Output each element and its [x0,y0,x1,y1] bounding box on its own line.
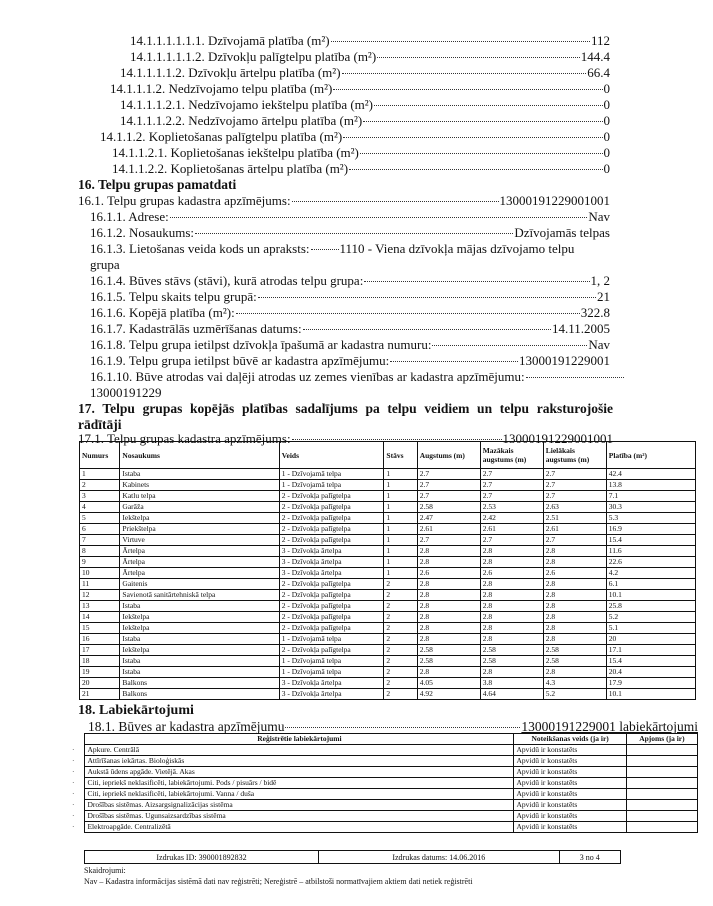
table-cell: 2 - Dzīvokļa palīgtelpa [279,491,384,502]
table-cell: 2.51 [543,513,606,524]
table-cell: 4 [80,502,120,513]
table-cell: 10.1 [606,689,695,700]
table-cell: Apvidū ir konstatēts [514,822,626,833]
table-cell: Iekštelpa [120,645,279,656]
table-cell: 5 [80,513,120,524]
info-line-continuation: grupa [90,257,120,272]
table-cell: 4.05 [417,678,480,689]
table-cell: 2 - Dzīvokļa palīgtelpa [279,535,384,546]
table-cell: 3.8 [480,678,543,689]
table-row [80,612,696,623]
table-cell: 42.4 [606,469,695,480]
section-16-title: 16. Telpu grupas pamatdati [78,177,237,192]
table-cell: 3 - Dzīvokļa ārtelpa [279,546,384,557]
table-cell: Istaba [120,667,279,678]
table-cell: Balkons [120,678,279,689]
table-row [80,579,696,590]
table-cell: 20 [606,634,695,645]
table-cell: 1 - Dzīvojamā telpa [279,656,384,667]
area-line: 14.1.1.2. Koplietošanas palīgtelpu platība (m²) 0 [100,129,610,144]
table-row [62,789,698,800]
table-cell: 2.8 [480,590,543,601]
column-header: Reģistrētie labiekārtojumi [85,734,514,745]
table-cell: 2 [384,590,417,601]
table-cell: 2.7 [417,469,480,480]
table-cell: 2.61 [543,524,606,535]
table-cell: 2.8 [417,557,480,568]
table-cell: 2.8 [543,590,606,601]
table-cell: 8 [80,546,120,557]
table-cell: 4.92 [417,689,480,700]
table-cell: Istaba [120,634,279,645]
bullet-mark-icon: · [71,822,75,831]
table-cell: 2 - Dzīvokļa palīgtelpa [279,579,384,590]
table-cell: 2.7 [417,535,480,546]
info-line: 16.1.4. Būves stāvs (stāvi), kurā atrodas telpu grupa: 1, 2 [90,273,610,288]
table-row [80,645,696,656]
page-number: 3 no 4 [559,851,620,864]
table-cell: 21 [80,689,120,700]
table-row [80,623,696,634]
table-cell [626,822,697,833]
table-cell: Istaba [120,656,279,667]
table-cell: 2.6 [543,568,606,579]
table-row [80,689,696,700]
column-header: Veids [279,442,384,469]
area-line: 14.1.1.1.2.1. Nedzīvojamo iekštelpu platība (m²) 0 [120,97,610,112]
table-cell: 20 [80,678,120,689]
table-row [62,756,698,767]
table-cell: 2.8 [543,623,606,634]
table-header-row [62,734,698,745]
info-line: 16.1.5. Telpu skaits telpu grupā: 21 [90,289,610,304]
table-cell: 2 [384,623,417,634]
table-cell: 2 - Dzīvokļa palīgtelpa [279,513,384,524]
table-cell: Kabinets [120,480,279,491]
table-cell: 2 [384,678,417,689]
table-cell: 16.9 [606,524,695,535]
table-cell: 2.7 [480,491,543,502]
table-cell: 2 - Dzīvokļa palīgtelpa [279,590,384,601]
section-17-title: 17. Telpu grupas kopējās platības sadalījums pa telpu veidiem un telpu raksturojošie [78,401,613,416]
table-cell: 2.8 [480,667,543,678]
table-cell: 2.7 [543,491,606,502]
table-cell: Drošības sistēmas. Ugunsaizsardzības sistēma [85,811,514,822]
table-row [80,557,696,568]
table-row [80,678,696,689]
table-cell: 4.64 [480,689,543,700]
table-cell: 1 [384,502,417,513]
table-row [80,491,696,502]
table-cell: 2.8 [480,623,543,634]
table-cell: 17.9 [606,678,695,689]
table-cell: 10 [80,568,120,579]
table-cell: 2.58 [480,645,543,656]
table-row [80,480,696,491]
table-cell: 2.8 [480,579,543,590]
table-cell: Apvidū ir konstatēts [514,789,626,800]
table-cell: 2.8 [417,634,480,645]
table-cell: Ārtelpa [120,557,279,568]
table-cell: Drošības sistēmas. Aizsargsignalizācijas sistēma [85,800,514,811]
table-cell [626,789,697,800]
column-header: Stāvs [384,442,417,469]
table-cell: 6 [80,524,120,535]
section-17-subtitle: 17.1. Telpu grupas kadastra apzīmējums: 13000191229001001 [78,431,613,446]
table-cell: 13 [80,601,120,612]
info-line: 16.1.9. Telpu grupa ietilpst būvē ar kadastra apzīmējumu: 13000191229001 [90,353,610,368]
table-cell: 2.61 [417,524,480,535]
table-row [62,811,698,822]
bullet-mark-icon: · [71,778,75,787]
table-cell: 2.8 [417,601,480,612]
table-cell: 2.8 [543,579,606,590]
table-cell: Citi, iepriekš neklasificēti, labiekārtojumi. Vanna / duša [85,789,514,800]
table-cell: 11.6 [606,546,695,557]
table-cell: 2.58 [543,656,606,667]
area-line: 14.1.1.1.1.1.2. Dzīvokļu palīgtelpu platība (m²) 144.4 [130,49,610,64]
table-cell: 25.8 [606,601,695,612]
area-line: 14.1.1.2.2. Koplietošanas ārtelpu platība (m²) 0 [112,161,610,176]
table-cell: Istaba [120,469,279,480]
info-line-continuation: 13000191229 [90,385,162,400]
table-cell: 2 - Dzīvokļa palīgtelpa [279,623,384,634]
table-row [80,524,696,535]
table-cell: 10.1 [606,590,695,601]
table-cell: 2.6 [480,568,543,579]
column-header: Nosaukums [120,442,279,469]
table-cell: Citi, iepriekš neklasificēti, labiekārtojumi. Pods / pisuārs / bidē [85,778,514,789]
section-18-subtitle: 18.1. Būves ar kadastra apzīmējumu 13000191229001 labiekārtojumi [88,719,698,734]
table-cell: 2 - Dzīvokļa palīgtelpa [279,601,384,612]
table-cell: 1 [384,491,417,502]
table-cell: 2 - Dzīvokļa palīgtelpa [279,645,384,656]
area-line: 14.1.1.1.2.2. Nedzīvojamo ārtelpu platība (m²) 0 [120,113,610,128]
table-cell: 1 [80,469,120,480]
table-cell: Priekštelpa [120,524,279,535]
bullet-mark-icon: · [71,800,75,809]
column-header: Augstums (m) [417,442,480,469]
area-line: 14.1.1.1.1.1.1. Dzīvojamā platība (m²) 112 [130,33,610,48]
info-line: 16.1.7. Kadastrālās uzmērīšanas datums: 14.11.2005 [90,321,610,336]
table-cell: 15.4 [606,535,695,546]
table-cell: 2.8 [480,546,543,557]
table-cell: Iekštelpa [120,513,279,524]
table-cell: 20.4 [606,667,695,678]
table-cell: 2.58 [417,645,480,656]
table-cell: 2.63 [543,502,606,513]
table-cell: 7 [80,535,120,546]
info-line: 16.1.10. Būve atrodas vai daļēji atrodas uz zemes vienības ar kadastra apzīmējumu: [90,369,625,384]
table-row [80,667,696,678]
table-cell: 1 [384,568,417,579]
table-cell: 2.8 [480,557,543,568]
table-cell: Apvidū ir konstatēts [514,811,626,822]
table-cell: Apvidū ir konstatēts [514,767,626,778]
amenities-table [62,733,698,833]
table-cell: 2.58 [543,645,606,656]
area-line: 14.1.1.1.1.2. Dzīvokļu ārtelpu platība (m²) 66.4 [120,65,610,80]
table-cell: 2.8 [543,546,606,557]
table-cell: Balkons [120,689,279,700]
area-line: 14.1.1.2.1. Koplietošanas iekštelpu platība (m²) 0 [112,145,610,160]
bullet-mark-icon: · [71,789,75,798]
table-cell: 2.58 [480,656,543,667]
table-row [80,601,696,612]
table-cell: Elektroapgāde. Centralizētā [85,822,514,833]
table-cell: 17 [80,645,120,656]
table-cell: 2 [384,601,417,612]
area-line: 14.1.1.1.2. Nedzīvojamo telpu platība (m²) 0 [110,81,610,96]
table-cell: 2.7 [417,480,480,491]
table-cell: 2.7 [480,480,543,491]
table-cell: 3 - Dzīvokļa ārtelpa [279,557,384,568]
table-cell: 9 [80,557,120,568]
table-cell: Apvidū ir konstatēts [514,756,626,767]
table-cell: 17.1 [606,645,695,656]
table-cell: Attīrīšanas iekārtas. Bioloģiskās [85,756,514,767]
table-cell: 2.8 [417,546,480,557]
table-row [62,767,698,778]
table-cell: Apkure. Centrālā [85,745,514,756]
print-date: Izdrukas datums: 14.06.2016 [319,851,560,864]
table-cell: Apvidū ir konstatēts [514,778,626,789]
table-cell: 19 [80,667,120,678]
notes-text: Nav – Kadastra informācijas sistēmā dati nav reģistrēti; Nereģistrē – atbilstoši normatīvajiem aktiem dati netiek reģistrēti [84,877,473,886]
table-cell: 2.8 [417,612,480,623]
table-cell: 2.53 [480,502,543,513]
table-cell: 2.8 [543,667,606,678]
table-cell: Savienotā sanitārtehniskā telpa [120,590,279,601]
table-cell: 11 [80,579,120,590]
table-cell: 1 [384,524,417,535]
table-cell: 2.8 [480,634,543,645]
table-cell: 12 [80,590,120,601]
table-cell [626,745,697,756]
column-header: Mazākais augstums (m) [480,442,543,469]
table-cell: 2.8 [543,612,606,623]
table-cell: 2 [384,645,417,656]
table-cell: 2.8 [417,590,480,601]
table-cell: 14 [80,612,120,623]
section-18-title: 18. Labiekārtojumi [78,703,194,718]
table-row [80,546,696,557]
info-line: 16.1.2. Nosaukums: Dzīvojamās telpas [90,225,610,240]
table-row [62,778,698,789]
table-cell: 1 [384,546,417,557]
table-row [62,800,698,811]
print-footer [84,850,621,864]
table-cell: 2.6 [417,568,480,579]
table-cell: 13.8 [606,480,695,491]
table-cell: Katlu telpa [120,491,279,502]
table-cell: 2 [384,667,417,678]
info-line: 16.1.1. Adrese: Nav [90,209,610,224]
table-row [62,822,698,833]
table-row [80,656,696,667]
table-cell: 1 [384,480,417,491]
table-cell: 1 [384,557,417,568]
table-cell: 2 [384,579,417,590]
table-cell: 3 - Dzīvokļa ārtelpa [279,689,384,700]
table-cell: 1 - Dzīvojamā telpa [279,634,384,645]
print-id: Izdrukas ID: 390001892832 [85,851,319,864]
table-cell: 2 - Dzīvokļa palīgtelpa [279,502,384,513]
table-cell: Ārtelpa [120,546,279,557]
info-line: 16.1.3. Lietošanas veida kods un apraksts: 1110 - Viena dzīvokļa mājas dzīvojamo telpu [90,241,575,256]
table-cell: 3 - Dzīvokļa ārtelpa [279,678,384,689]
table-cell: 4.3 [543,678,606,689]
section-17-title-cont: rādītāji [78,417,122,432]
table-cell: 5.1 [606,623,695,634]
bullet-mark-icon: · [71,811,75,820]
table-cell: 7.1 [606,491,695,502]
table-cell: 2.42 [480,513,543,524]
table-cell: 3 [80,491,120,502]
table-cell: 15 [80,623,120,634]
table-cell: Apvidū ir konstatēts [514,745,626,756]
table-cell: Ārtelpa [120,568,279,579]
table-cell: 2.7 [543,480,606,491]
table-cell: 2.7 [480,469,543,480]
column-header: Lielākais augstums (m) [543,442,606,469]
table-cell: 2 [384,656,417,667]
table-cell: 2.7 [543,535,606,546]
table-cell: 2.8 [480,601,543,612]
table-cell: 2.8 [543,557,606,568]
table-cell: 1 [384,513,417,524]
table-cell: 1 [384,535,417,546]
table-cell: 2.58 [417,502,480,513]
table-cell: 2.8 [417,623,480,634]
table-cell: 2 [384,689,417,700]
table-cell: 2.8 [543,634,606,645]
table-row [80,469,696,480]
bullet-mark-icon: · [71,745,75,754]
table-cell: 2 [80,480,120,491]
table-row [80,590,696,601]
table-cell: 2.7 [543,469,606,480]
info-line: 16.1. Telpu grupas kadastra apzīmējums: 13000191229001001 [78,193,610,208]
info-line: 16.1.6. Kopējā platība (m²): 322.8 [90,305,610,320]
rooms-table-body [80,469,696,700]
table-cell: Iekštelpa [120,612,279,623]
table-cell: 1 - Dzīvojamā telpa [279,667,384,678]
table-cell: 2 - Dzīvokļa palīgtelpa [279,612,384,623]
table-cell: 6.1 [606,579,695,590]
table-cell: 2.8 [480,612,543,623]
table-cell [626,778,697,789]
table-cell: 5.2 [543,689,606,700]
table-header-row [80,442,696,469]
table-cell [626,811,697,822]
table-row [80,502,696,513]
table-cell: 2 [384,634,417,645]
table-cell: 2.7 [480,535,543,546]
table-cell: 2.58 [417,656,480,667]
table-cell: 15.4 [606,656,695,667]
info-line: 16.1.8. Telpu grupa ietilpst dzīvokļa īpašumā ar kadastra numuru: Nav [90,337,610,352]
amenities-table-body [62,745,698,833]
table-cell: 16 [80,634,120,645]
column-header: Numurs [80,442,120,469]
table-row [80,513,696,524]
table-cell: 2.8 [417,667,480,678]
table-cell [626,756,697,767]
table-cell: 22.6 [606,557,695,568]
table-cell: 2 [384,612,417,623]
table-row [80,535,696,546]
table-cell [626,767,697,778]
table-cell: 5.2 [606,612,695,623]
table-cell: 4.2 [606,568,695,579]
table-cell: Virtuve [120,535,279,546]
table-cell: Istaba [120,601,279,612]
column-header: Noteikšanas veids (ja ir) [514,734,626,745]
table-cell: 1 [384,469,417,480]
bullet-mark-icon: · [71,756,75,765]
column-header: Apjoms (ja ir) [626,734,697,745]
table-cell: Iekštelpa [120,623,279,634]
table-cell: Garāža [120,502,279,513]
table-cell: 3 - Dzīvokļa ārtelpa [279,568,384,579]
table-cell: 30.3 [606,502,695,513]
table-row [62,745,698,756]
table-cell: 2.47 [417,513,480,524]
table-cell: Gaitenis [120,579,279,590]
column-header: Platība (m²) [606,442,695,469]
table-row [80,634,696,645]
table-cell: 2.8 [417,579,480,590]
table-cell: 2.8 [543,601,606,612]
table-cell: 18 [80,656,120,667]
table-cell: 1 - Dzīvojamā telpa [279,469,384,480]
table-cell: 2 - Dzīvokļa palīgtelpa [279,524,384,535]
table-cell: 2.61 [480,524,543,535]
rooms-table [79,441,696,700]
table-row [80,568,696,579]
table-cell: Apvidū ir konstatēts [514,800,626,811]
table-cell: 5.3 [606,513,695,524]
table-cell: 2.7 [417,491,480,502]
bullet-mark-icon: · [71,767,75,776]
notes-title: Skaidrojumi: [84,866,126,875]
table-cell [626,800,697,811]
table-cell: Aukstā ūdens apgāde. Vietējā. Akas [85,767,514,778]
table-cell: 1 - Dzīvojamā telpa [279,480,384,491]
